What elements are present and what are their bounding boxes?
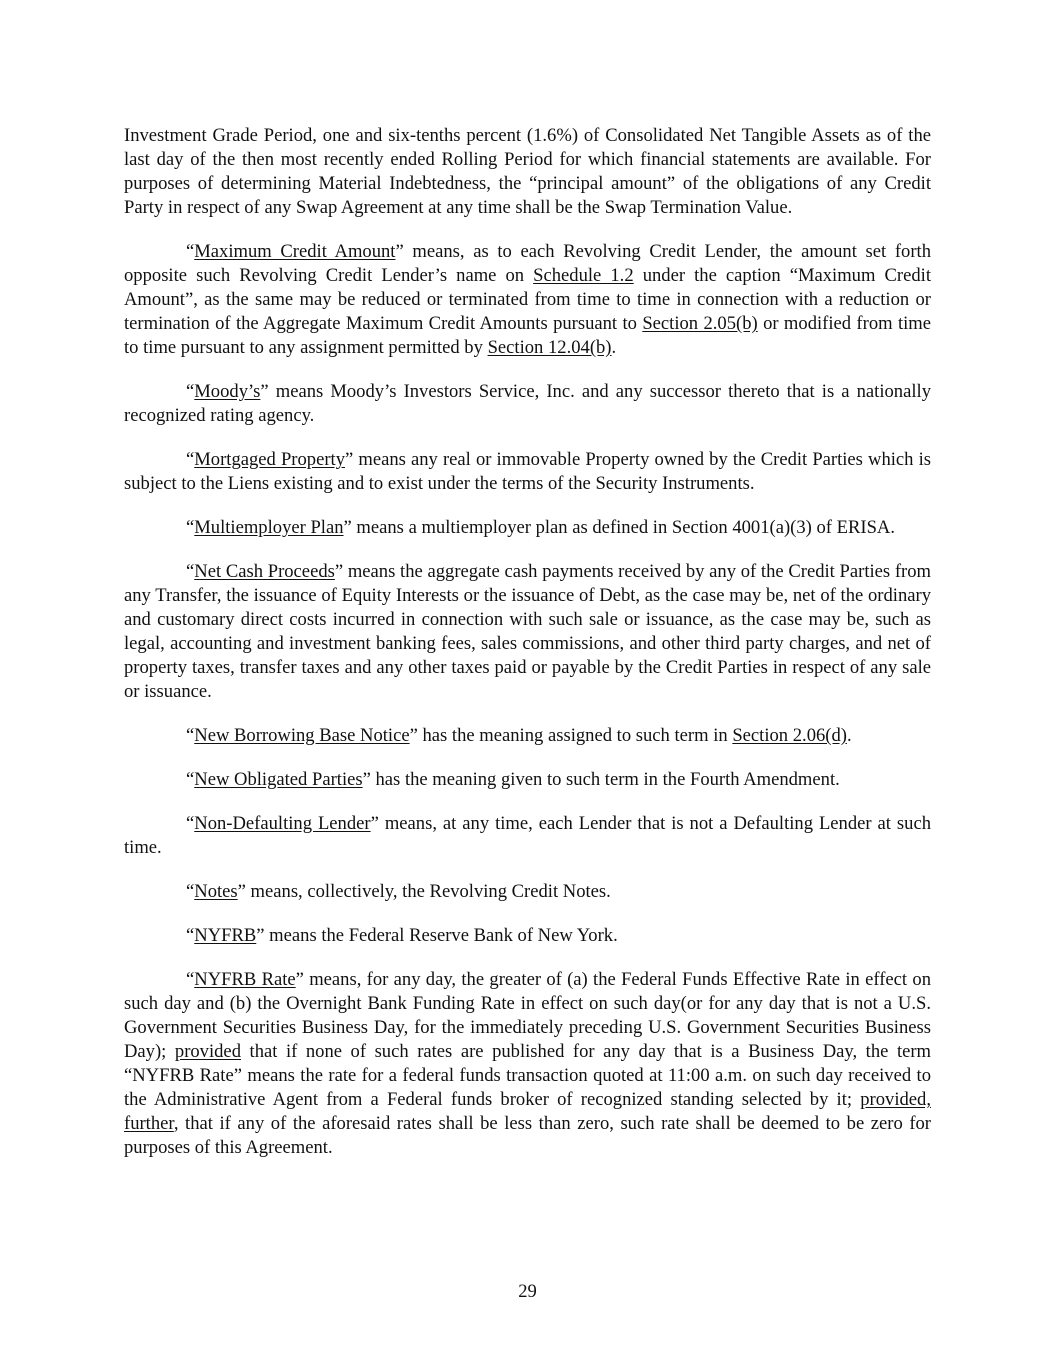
text-run: . <box>611 337 617 358</box>
defined-term-new-borrowing-base-notice-3: Section 2.06(d) <box>732 725 847 746</box>
defined-term-moodys-1: Moody’s <box>194 381 261 402</box>
paragraph-moodys <box>124 380 931 428</box>
text-run: ” means, as to each Revolving Credit Lender, the amount set forth opposite such Revolving Credit Lender’s name on <box>124 241 931 286</box>
text-run: ” means the Federal Reserve Bank of New York. <box>256 925 618 946</box>
paragraph-nyfrb-rate <box>124 968 931 1160</box>
text-run: “ <box>186 969 195 990</box>
defined-term-new-borrowing-base-notice-1: New Borrowing Base Notice <box>194 725 410 746</box>
text-run: . <box>846 725 852 746</box>
defined-term-new-obligated-parties-1: New Obligated Parties <box>194 769 363 790</box>
defined-term-maximum-credit-amount-5: Section 2.05(b) <box>642 313 758 334</box>
text-run: “ <box>186 725 195 746</box>
text-run: “ <box>186 517 195 538</box>
defined-term-nyfrb-rate-3: provided <box>174 1041 241 1062</box>
defined-term-maximum-credit-amount-7: Section 12.04(b) <box>487 337 612 358</box>
text-run: “ <box>186 813 195 834</box>
paragraph-new-obligated-parties <box>124 768 931 792</box>
text-run: Investment Grade Period, one and six-tenths percent (1.6%) of Consolidated Net Tangible Assets as of the last day of the then most recently ended Rolling Period for which financial statements are available. For purposes of determining Material Indebtedness, the “principal amount” of the obligations of any Credit Party in respect of any Swap Agreement at any time shall be the Swap Termination Value. <box>124 125 931 218</box>
text-run: “ <box>186 769 195 790</box>
paragraph-multiemployer-plan <box>124 516 931 540</box>
defined-term-mortgaged-property-1: Mortgaged Property <box>194 449 346 470</box>
defined-term-maximum-credit-amount-3: Schedule 1.2 <box>533 265 634 286</box>
defined-term-nyfrb-rate-1: NYFRB Rate <box>194 969 296 990</box>
paragraph-new-borrowing-base-notice <box>124 724 931 748</box>
text-run: under the caption “Maximum Credit Amount”, as the same may be reduced or terminated from time to time in connection with a reduction or termination of the Aggregate Maximum Credit Amounts pursuant to <box>124 265 931 334</box>
paragraph-mortgaged-property <box>124 448 931 496</box>
defined-term-nyfrb-rate-5: provided, <box>860 1089 931 1110</box>
text-run: “ <box>186 925 195 946</box>
defined-term-nyfrb-rate-7: further <box>124 1113 174 1134</box>
defined-term-nyfrb-1: NYFRB <box>194 925 257 946</box>
page-number: 29 <box>518 1281 537 1302</box>
text-run: “ <box>186 881 195 902</box>
text-run: “ <box>186 561 195 582</box>
text-run: ” has the meaning given to such term in the Fourth Amendment. <box>362 769 840 790</box>
text-run: ” means the aggregate cash payments received by any of the Credit Parties from any Transfer, the issuance of Equity Interests or the issuance of Debt, as the case may be, net of the ordinary and customary direct costs incurred in connection with such sale or issuance, as the case may be, such as legal, accounting and investment banking fees, sales commissions, and other third party charges, and net of property taxes, transfer taxes and any other taxes paid or payable by the Credit Parties in respect of any sale or issuance. <box>124 561 932 702</box>
paragraph-nyfrb <box>124 924 931 948</box>
paragraph-net-cash-proceeds <box>124 560 931 704</box>
paragraph-continuation <box>124 124 931 220</box>
defined-term-multiemployer-plan-1: Multiemployer Plan <box>194 517 344 538</box>
text-run: ” means Moody’s Investors Service, Inc. and any successor thereto that is a nationally recognized rating agency. <box>124 381 931 426</box>
paragraph-maximum-credit-amount <box>124 240 931 360</box>
text-run: “ <box>186 381 195 402</box>
paragraph-notes <box>124 880 931 904</box>
text-run: that if none of such rates are published for any day that is a Business Day, the term “NYFRB Rate” means the rate for a federal funds transaction quoted at 11:00 a.m. on such day received to the Administrative Agent from a Federal funds broker of recognized standing selected by it; <box>124 1041 932 1110</box>
text-run: or modified from time to time pursuant to any assignment permitted by <box>124 313 932 358</box>
text-run: ” means, collectively, the Revolving Credit Notes. <box>237 881 611 902</box>
text-run: , that if any of the aforesaid rates shall be less than zero, such rate shall be deemed to be zero for purposes of this Agreement. <box>124 1113 931 1158</box>
text-run: ” means any real or immovable Property owned by the Credit Parties which is subject to the Liens existing and to exist under the terms of the Security Instruments. <box>124 449 931 494</box>
text-run: “ <box>186 449 195 470</box>
defined-term-net-cash-proceeds-1: Net Cash Proceeds <box>194 561 335 582</box>
text-run: ” has the meaning assigned to such term in <box>409 725 733 746</box>
paragraph-non-defaulting-lender <box>124 812 931 860</box>
text-run: ” means, at any time, each Lender that is not a Defaulting Lender at such time. <box>124 813 932 858</box>
document-body <box>124 124 931 1180</box>
text-run: ” means a multiemployer plan as defined in Section 4001(a)(3) of ERISA. <box>343 517 895 538</box>
defined-term-notes-1: Notes <box>194 881 238 902</box>
text-run: ” means, for any day, the greater of (a) the Federal Funds Effective Rate in effect on such day and (b) the Overnight Bank Funding Rate in effect on such day(or for any day that is not a U.S. Government Securities Business Day, for the immediately preceding U.S. Government Securities Business Day); <box>124 969 931 1062</box>
text-run: “ <box>186 241 195 262</box>
defined-term-maximum-credit-amount-1: Maximum Credit Amount <box>194 241 396 262</box>
defined-term-non-defaulting-lender-1: Non-Defaulting Lender <box>194 813 371 834</box>
